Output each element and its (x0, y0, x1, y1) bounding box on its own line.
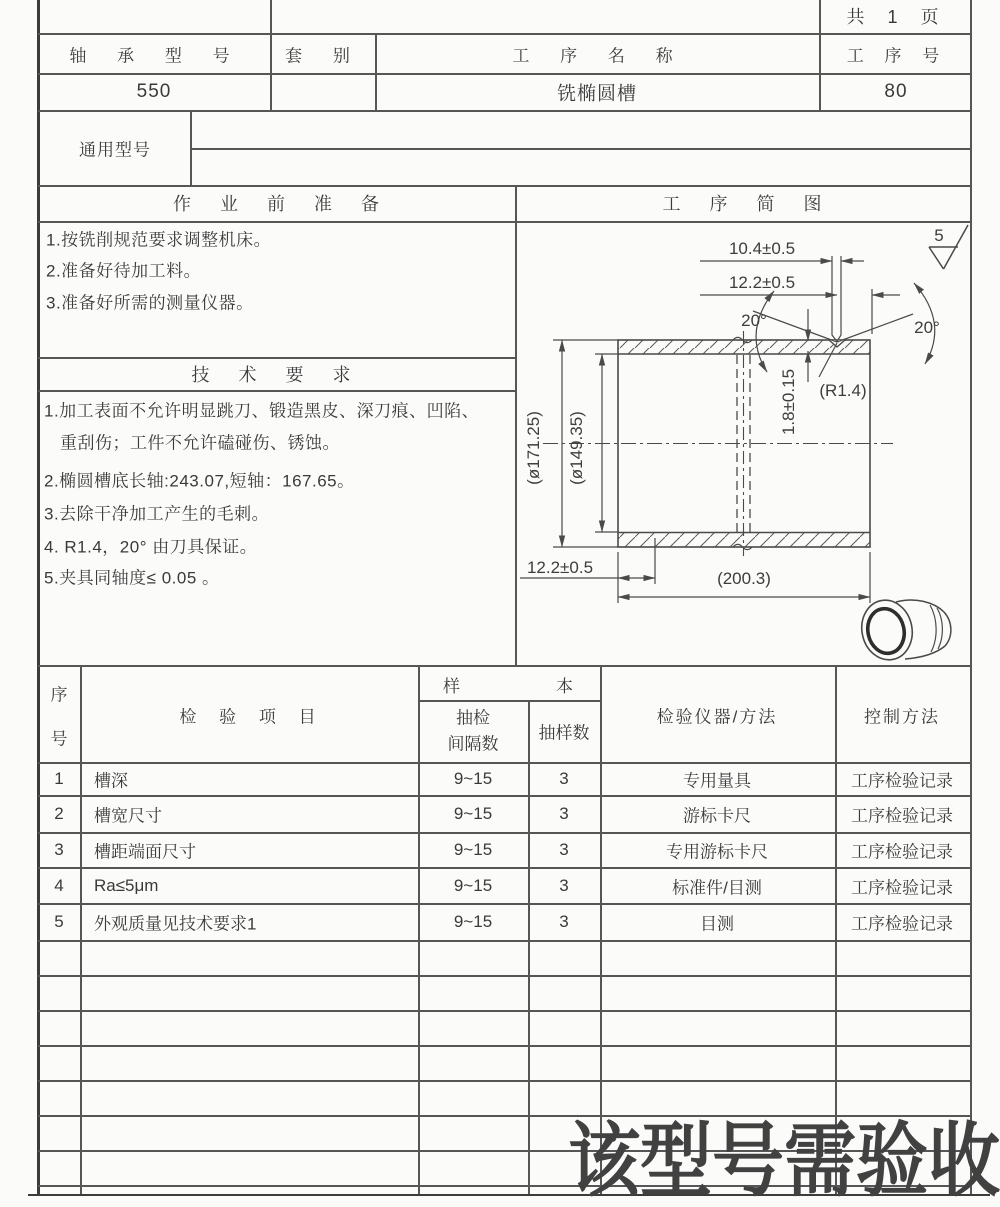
stamp-char: 验 (856, 1117, 929, 1207)
tech-item: 3.去除干净加工产生的毛刺。 (44, 504, 270, 524)
bearing-model-label: 轴 承 型 号 (69, 46, 243, 66)
row-count: 3 (559, 912, 569, 931)
stamp-char: 型 (640, 1117, 713, 1207)
row-item: 外观质量见技术要求1 (94, 914, 257, 934)
col-item-label: 检 验 项 目 (179, 707, 325, 727)
stamp-char: 号 (712, 1117, 785, 1207)
dim-angle-right: 20° (914, 318, 940, 337)
diagram-title: 工 序 简 图 (662, 194, 834, 214)
sleeve-pictorial (856, 595, 951, 664)
dim-offset-bottom: 12.2±0.5 (526, 558, 594, 577)
row-interval: 9~15 (453, 912, 493, 931)
process-name-label: 工 序 名 称 (512, 46, 686, 66)
dim-inner-dia: (ø149.35) (567, 411, 586, 485)
col-instrument-label: 检验仪器/方法 (656, 707, 778, 727)
dim-length: (200.3) (717, 569, 771, 588)
grid-line (38, 665, 971, 667)
dim-offset-top: 12.2±0.5 (728, 273, 796, 292)
col-count-label: 抽样数 (538, 723, 590, 743)
grid-line (38, 832, 971, 834)
stamp-char: 该 (568, 1117, 641, 1207)
dim-radius: (R1.4) (819, 381, 867, 400)
row-instrument: 专用量具 (683, 771, 751, 791)
process-no-label: 工 序 号 (846, 46, 948, 66)
grid-line (38, 1080, 971, 1082)
stamp-char: 收 (928, 1117, 1000, 1207)
acceptance-stamp (568, 1102, 1000, 1207)
grid-line (38, 73, 971, 75)
prep-item: 2.准备好待加工料。 (46, 261, 202, 281)
col-control-label: 控制方法 (864, 707, 940, 727)
grid-line (38, 357, 515, 359)
grid-line (38, 185, 971, 187)
row-no: 4 (54, 876, 64, 895)
row-interval: 9~15 (453, 804, 493, 823)
tech-item: 5.夹具同轴度≤ 0.05 。 (44, 568, 220, 588)
row-item: 槽距端面尺寸 (94, 842, 196, 862)
prep-item: 3.准备好所需的测量仪器。 (46, 293, 254, 313)
dim-depth: 1.8±0.15 (779, 368, 798, 436)
set-class-label: 套 别 (285, 46, 363, 66)
roughness-grade: 5 (934, 226, 944, 245)
row-interval: 9~15 (453, 769, 493, 788)
grid-line (38, 1010, 971, 1012)
row-instrument: 游标卡尺 (683, 806, 751, 826)
grid-line (270, 0, 272, 110)
process-sketch (515, 222, 973, 665)
bearing-model-value: 550 (136, 81, 172, 102)
grid-line (38, 867, 971, 869)
grid-line (38, 762, 971, 764)
flank-right (837, 314, 913, 342)
stamp-char: 需 (784, 1117, 857, 1207)
tech-title: 技 术 要 求 (191, 365, 363, 385)
prep-item: 1.按铣削规范要求调整机床。 (46, 230, 272, 250)
angle-arc-left (756, 291, 774, 372)
col-interval-label-2: 间隔数 (447, 734, 499, 754)
dim-outer-dia: (ø171.25) (524, 411, 543, 485)
tech-item: 2.椭圆槽底长轴:243.07,短轴：167.65。 (44, 471, 355, 491)
col-seq-label-1: 序 (50, 685, 68, 705)
grid-line (375, 33, 377, 110)
row-no: 3 (54, 840, 64, 859)
row-control: 工序检验记录 (851, 806, 953, 826)
grid-line (38, 110, 971, 112)
grid-line (418, 700, 600, 702)
row-instrument: 专用游标卡尺 (666, 842, 768, 862)
sample-label-left: 样 (443, 677, 460, 696)
row-no: 1 (54, 769, 64, 788)
row-control: 工序检验记录 (851, 771, 953, 791)
col-seq-label-2: 号 (50, 729, 68, 749)
grid-line (528, 700, 530, 1195)
row-control: 工序检验记录 (851, 878, 953, 898)
grid-line (38, 795, 971, 797)
sample-label-right: 本 (556, 677, 573, 696)
row-instrument: 目测 (700, 914, 734, 934)
tech-item: 4. R1.4，20° 由刀具保证。 (44, 537, 258, 557)
dim-groove-width: 10.4±0.5 (728, 239, 796, 258)
dim-angle-left: 20° (741, 311, 767, 330)
col-sample-label (443, 672, 573, 697)
row-count: 3 (559, 769, 569, 788)
row-no: 2 (54, 804, 64, 823)
grid-line (38, 940, 971, 942)
tech-item: 1.加工表面不允许明显跳刀、锻造黑皮、深刀痕、凹陷、 (44, 401, 480, 421)
row-interval: 9~15 (453, 840, 493, 859)
row-count: 3 (559, 840, 569, 859)
prep-title: 作 业 前 准 备 (172, 194, 392, 214)
grid-line (38, 1045, 971, 1047)
col-interval-label-1: 抽检 (456, 708, 490, 728)
grid-line (38, 33, 971, 35)
row-count: 3 (559, 876, 569, 895)
row-interval: 9~15 (453, 876, 493, 895)
row-control: 工序检验记录 (851, 914, 953, 934)
total-pages-label: 共 1 页 (846, 7, 948, 27)
grid-line (819, 0, 821, 110)
row-item: Ra≤5μm (94, 876, 159, 895)
row-count: 3 (559, 804, 569, 823)
generic-model-label: 通用型号 (79, 140, 151, 160)
process-name-value: 铣椭圆槽 (556, 83, 638, 105)
row-item: 槽宽尺寸 (94, 806, 162, 826)
grid-line (38, 975, 971, 977)
grid-line (190, 148, 971, 150)
process-no-value: 80 (884, 81, 908, 102)
border-left (37, 0, 40, 1196)
grid-line (38, 903, 971, 905)
row-control: 工序检验记录 (851, 842, 953, 862)
row-no: 5 (54, 912, 64, 931)
row-instrument: 标准件/目测 (672, 878, 762, 898)
row-item: 槽深 (94, 771, 128, 791)
tech-item-continuation: 重刮伤；工件不允许磕碰伤、锈蚀。 (60, 433, 340, 453)
grid-line (38, 390, 515, 392)
